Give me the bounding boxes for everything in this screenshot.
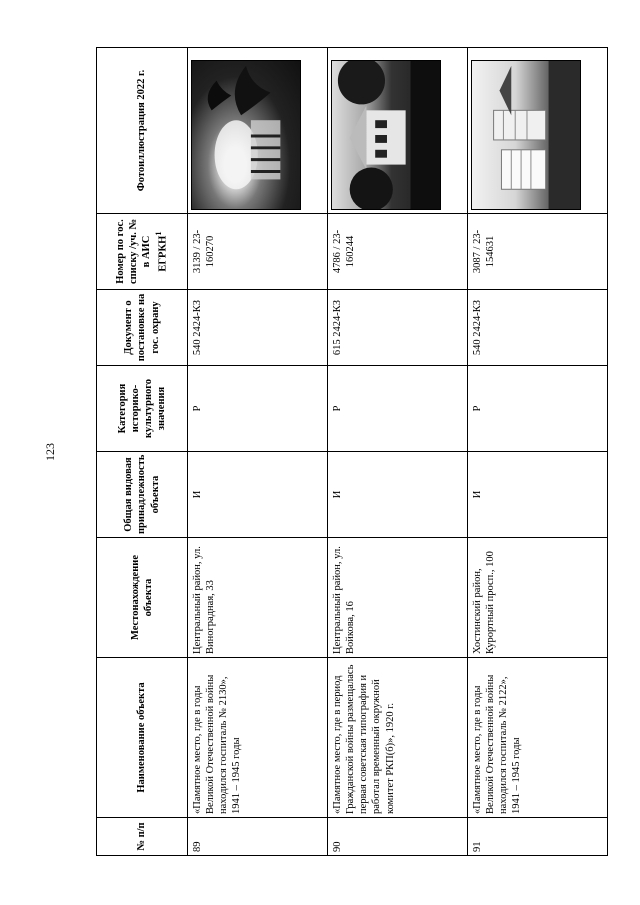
registry-table (96, 47, 608, 856)
cell-registry: 4786 / 23-160244 (328, 214, 468, 290)
cell-photo (328, 48, 468, 214)
cell-type: И (188, 452, 328, 538)
header-type: Общая видовая принадлежность объекта (97, 452, 188, 538)
building-photo-icon (331, 60, 441, 210)
cell-photo (468, 48, 608, 214)
header-registry-text: Номер по гос. списку /уч. № в АИС ЕГРКН (115, 218, 169, 285)
page-number: 123 (43, 443, 57, 461)
table-header-row (97, 48, 188, 856)
header-name: Наименование объекта (97, 658, 188, 818)
header-num: № п/п (97, 818, 188, 856)
table-row (468, 48, 608, 856)
cell-type: И (328, 452, 468, 538)
cell-document: 615 2424-КЗ (328, 290, 468, 366)
cell-num: 91 (468, 818, 608, 856)
cell-type: И (468, 452, 608, 538)
cell-document: 540 2424-КЗ (188, 290, 328, 366)
cell-location: Хостинский район, Курортный просп., 100 (468, 538, 608, 658)
header-document: Документ о постановке на гос. охрану (97, 290, 188, 366)
cell-name: «Памятное место, где в период Гражданской войны размещалась первая советская типография и работал временный окружной комитет РКП(б)», 1920 г. (328, 658, 468, 818)
cell-location: Центральный район, ул. Войкова, 16 (328, 538, 468, 658)
registry-table-container (96, 48, 608, 856)
header-category: Категория историко-культурного значения (97, 366, 188, 452)
cell-name: «Памятное место, где в годы Великой Отечественной войны находился госпиталь № 2122», 1941 – 1945 годы (468, 658, 608, 818)
cell-num: 90 (328, 818, 468, 856)
cell-registry: 3087 / 23-154631 (468, 214, 608, 290)
cell-category: Р (468, 366, 608, 452)
table-row (188, 48, 328, 856)
cell-registry: 3139 / 23-160270 (188, 214, 328, 290)
cell-document: 540 2424-КЗ (468, 290, 608, 366)
cell-name: «Памятное место, где в годы Великой Отечественной войны находился госпиталь № 2130», 1941 – 1945 годы (188, 658, 328, 818)
cell-location: Центральный район, ул. Виноградная, 33 (188, 538, 328, 658)
header-registry (97, 214, 188, 290)
header-photo: Фотоиллюстрация 2022 г. (97, 48, 188, 214)
cell-category: Р (328, 366, 468, 452)
cell-photo (188, 48, 328, 214)
header-registry-footnote: 1 (153, 231, 164, 236)
table-row (328, 48, 468, 856)
cell-category: Р (188, 366, 328, 452)
cell-num: 89 (188, 818, 328, 856)
building-photo-icon (471, 60, 581, 210)
building-photo-icon (191, 60, 301, 210)
header-location: Местонахождение объекта (97, 538, 188, 658)
